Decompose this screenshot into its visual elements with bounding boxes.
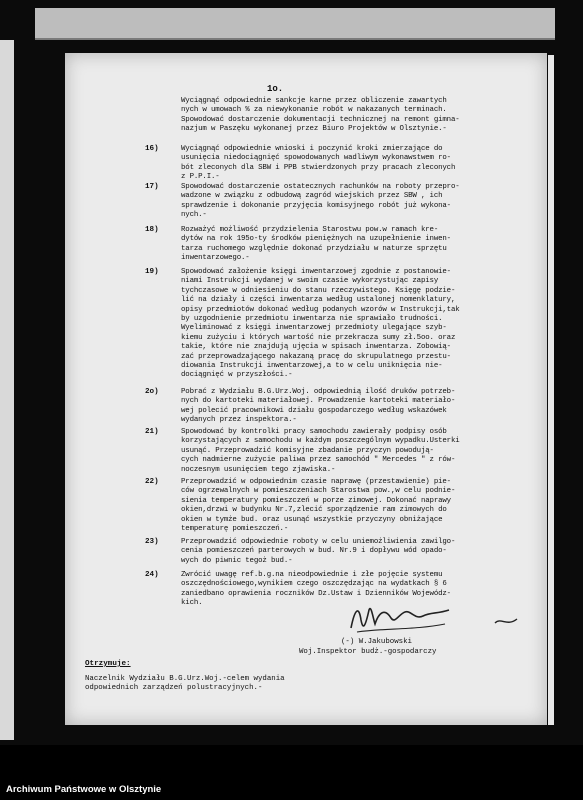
ink-tick-icon (493, 615, 519, 629)
item-number: 16) (145, 145, 159, 153)
item-text: Wyciągnąć odpowiednie wnioski i poczynić kroki zmierzające do usunięcia niedociągnięć spowodowanych wadliwym wykonawstwem ro- bót zleconych dla SBW i PPB stwierdzonych przy pracach zleconych z P.P.I.- (181, 145, 456, 182)
archive-name: Archiwum Państwowe w Olsztynie (6, 784, 162, 795)
item-text: Spowodować by kontrolki pracy samochodu zawierały podpisy osób korzystających z samochodu w każdym poszczególnym wypadku.Usterki usunąć. Przeprowadzić komisyjne zbadanie przyczyn powodują- cych nadmierne zużycie paliwa przez samochód " Mercedes " z rów- noczesnym usunięciem tego zjawiska.- (181, 428, 460, 474)
item-number: 24) (145, 571, 159, 579)
item-number: 17) (145, 183, 159, 191)
recipients-text: Naczelnik Wydziału B.G.Urz.Woj.-celem wydania odpowiednich zarządzeń polustracyjnych.- (85, 675, 285, 693)
item-number: 22) (145, 478, 159, 486)
item-text: Rozważyć możliwość przydzielenia Starostwu pow.w ramach kre- dytów na rok 195o-ty środków pieniężnych na uzupełnienie inwen- tarza ruchomego względnie dokonać przydziału w naturze sprzętu inwentarzowego.- (181, 226, 451, 263)
item-text: Przeprowadzić odpowiednie roboty w celu uniemożliwienia zawilgo- cenia pomieszczeń parterowych w bud. Nr.9 i dopływu wód opado- wych do piwnic tegoż bud.- (181, 538, 456, 565)
item-text: Wyciągnąć odpowiednie sankcje karne przez obliczenie zawartych nych w umowach % za niewykonanie robót w nakazanych terminach. Spowodować dostarczenie dokumentacji technicznej na remont gimna- nazjum w Paszęku wykonanej przez Biuro Projektów w Olsztynie.- (181, 97, 460, 134)
item-number: 18) (145, 226, 159, 234)
item-number: 19) (145, 268, 159, 276)
handwritten-signature-icon (345, 598, 455, 638)
signatory-title: Woj.Inspektor budż.-gospodarczy (299, 648, 437, 656)
item-number: 23) (145, 538, 159, 546)
item-text: Spowodować dostarczenie ostatecznych rachunków na roboty przepro- wadzone w związku z odbudową zagród wiejskich przez SBW , ich sprawdzenie i dokonanie przyjęcia komisyjnego robót już wykona- nych.- (181, 183, 460, 220)
item-text: Spowodować założenie księgi inwentarzowej zgodnie z postanowie- niami Instrukcji wydanej w swoim czasie wykorzystując zapisy tychczasowe w odniesieniu do stanu rzeczywistego. Księgę podzie- lić na działy i części inwentarza według ustalonej nomenklatury, opisy przedmiotów dokonać według podanych wzorów w Instrukcji,tak by uzgodnienie przedmiotu inwentarza nie sprawiało trudności. Wyeliminować z księgi inwentarzowej przedmioty ulegające szyb- kiemu zużyciu i których wartość nie przekracza sumy zł.5oo. oraz takie, które nie znajdują ujęcia w spisach inwentarza. Zobowią- zać przeprowadzającego nakazaną pracę do skrupulatnego przestu- diowania Instrukcji inwentarzowej,a to w celu uniknięcia nie- dociągnięć w przyszłości.- (181, 268, 460, 380)
item-text: Zwrócić uwagę ref.b.g.na nieodpowiednie i złe pojęcie systemu oszczędnościowego,wynikiem czego oszczędzając na wydatkach § 6 zaniedbano oprawienia roczników Dz.Ustaw i Dzienników Wojewódz- kich. (181, 571, 451, 608)
item-text: Pobrać z Wydziału B.G.Urz.Woj. odpowiednią ilość druków potrzeb- nych do kartoteki materiałowej. Prowadzenie kartoteki materiało- wej polecić pracownikowi działu gospodarczego według wskazówek wydanych przez inspektora.- (181, 388, 456, 425)
item-number: 21) (145, 428, 159, 436)
page-right-edge (548, 55, 554, 725)
item-text: Przeprowadzić w odpowiednim czasie naprawę (przestawienie) pie- ców ogrzewalnych w pomieszczeniach Starostwa pow.,w celu podnie- sienia temperatury pomieszczeń w porze zimowej. Dokonać naprawy okien,drzwi w budynku Nr.7,zlecić sporządzenie ram zimowych do okien w tymże bud. oraz usunąć wszystkie przyczyny obniżające temperaturę pomieszczeń.- (181, 478, 456, 534)
item-number: 2o) (145, 388, 159, 396)
recipients-label: Otrzymuje: (85, 660, 131, 668)
page-number: 1o. (267, 84, 284, 94)
left-page-strip (0, 40, 14, 740)
signatory-name: (-) W.Jakubowski (341, 638, 412, 646)
document-page (65, 53, 547, 725)
underlying-page (35, 8, 555, 40)
